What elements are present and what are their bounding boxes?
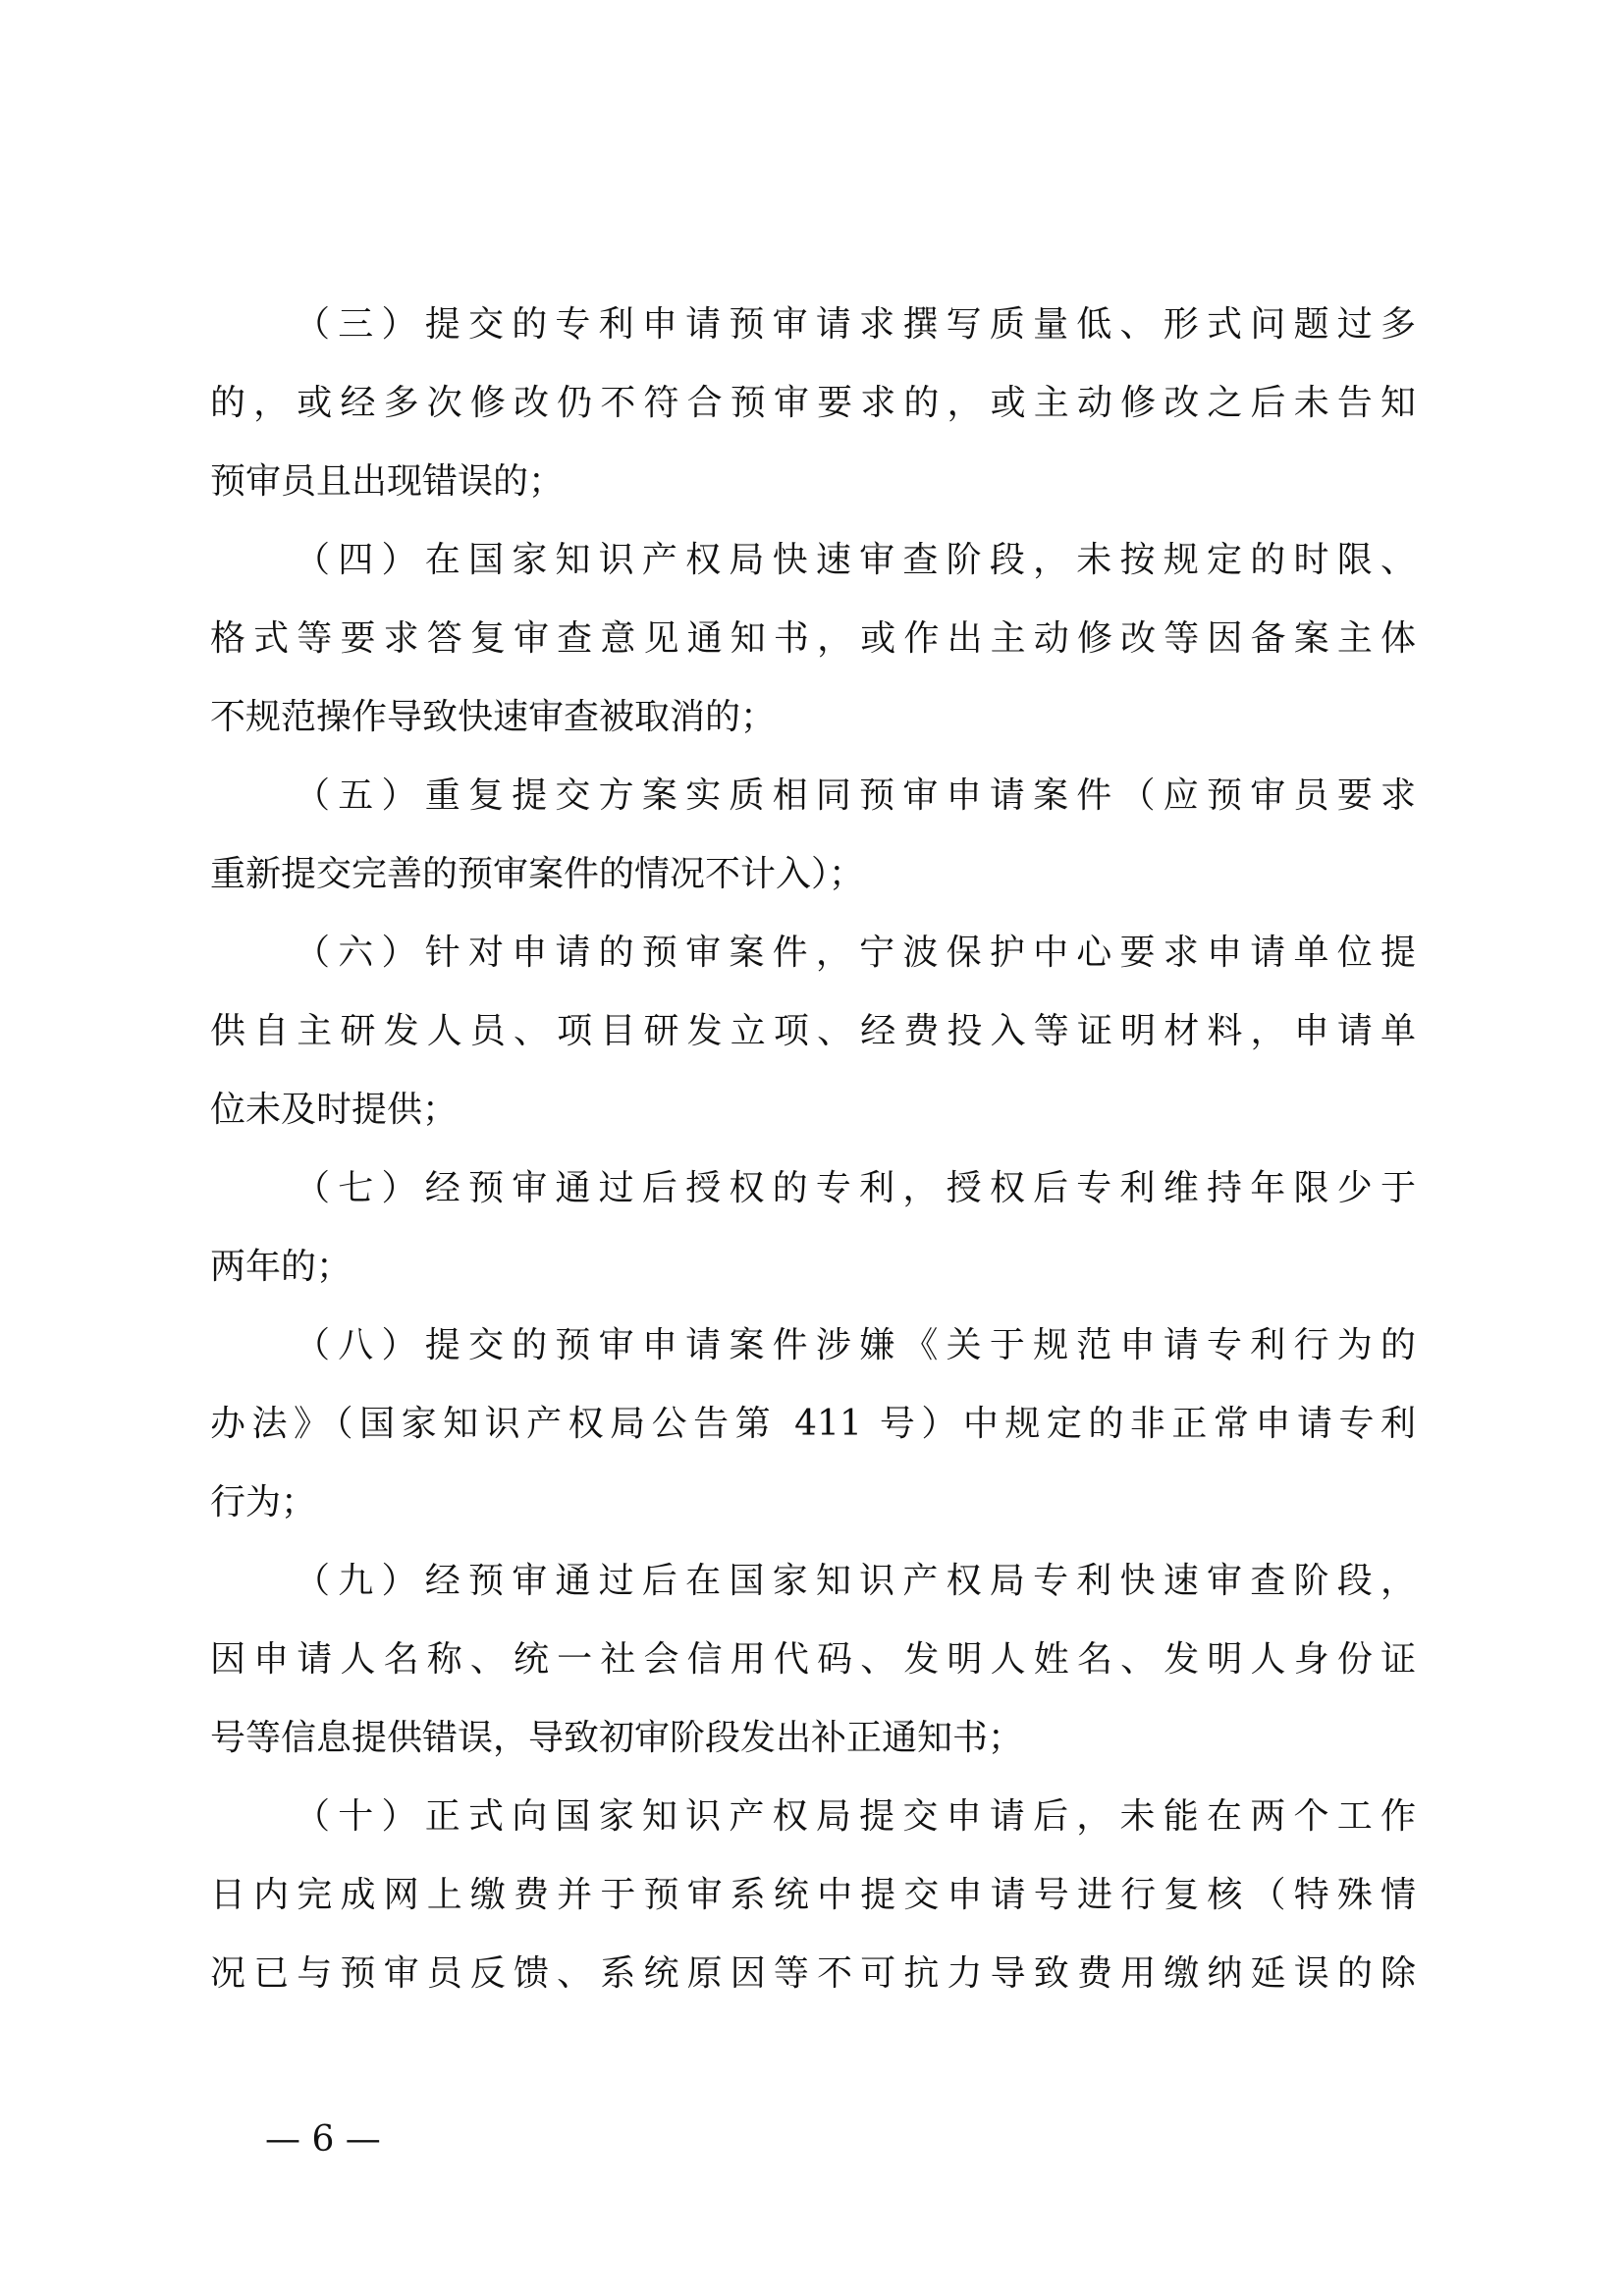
paragraph-8-line-2: 办法》（国家知识产权局公告第 411 号）中规定的非正常申请专利 — [210, 1404, 1416, 1444]
paragraph-4-line-1: （四）在国家知识产权局快速审查阶段，未按规定的时限、 — [295, 540, 1416, 580]
paragraph-6-line-1: （六）针对申请的预审案件，宁波保护中心要求申请单位提 — [295, 933, 1416, 973]
paragraph-10-line-2: 日内完成网上缴费并于预审系统中提交申请号进行复核（特殊情 — [210, 1875, 1416, 1915]
paragraph-6-line-3: 位未及时提供； — [210, 1090, 459, 1130]
paragraph-3-line-1: （三）提交的专利申请预审请求撰写质量低、形式问题过多 — [295, 304, 1416, 345]
paragraph-3-line-2: 的，或经多次修改仍不符合预审要求的，或主动修改之后未告知 — [210, 383, 1416, 423]
paragraph-8-line-3: 行为； — [210, 1482, 317, 1522]
paragraph-5-line-2: 重新提交完善的预审案件的情况不计入）； — [210, 854, 865, 894]
paragraph-10-line-1: （十）正式向国家知识产权局提交申请后，未能在两个工作 — [295, 1796, 1416, 1837]
paragraph-4-line-3: 不规范操作导致快速审查被取消的； — [210, 697, 777, 737]
paragraph-7-line-2: 两年的； — [210, 1247, 352, 1287]
paragraph-3-line-3: 预审员且出现错误的； — [210, 461, 565, 502]
paragraph-10-line-3: 况已与预审员反馈、系统原因等不可抗力导致费用缴纳延误的除 — [210, 1953, 1416, 1994]
page-number: — 6 — — [265, 2119, 381, 2160]
paragraph-9-line-2: 因申请人名称、统一社会信用代码、发明人姓名、发明人身份证 — [210, 1639, 1416, 1680]
paragraph-6-line-2: 供自主研发人员、项目研发立项、经费投入等证明材料，申请单 — [210, 1011, 1416, 1051]
paragraph-7-line-1: （七）经预审通过后授权的专利，授权后专利维持年限少于 — [295, 1168, 1416, 1208]
paragraph-9-line-3: 号等信息提供错误，导致初审阶段发出补正通知书； — [210, 1718, 1024, 1758]
paragraph-5-line-1: （五）重复提交方案实质相同预审申请案件（应预审员要求 — [295, 775, 1416, 816]
paragraph-4-line-2: 格式等要求答复审查意见通知书，或作出主动修改等因备案主体 — [210, 618, 1416, 659]
paragraph-9-line-1: （九）经预审通过后在国家知识产权局专利快速审查阶段， — [295, 1561, 1416, 1601]
paragraph-8-line-1: （八）提交的预审申请案件涉嫌《关于规范申请专利行为的 — [295, 1325, 1416, 1365]
